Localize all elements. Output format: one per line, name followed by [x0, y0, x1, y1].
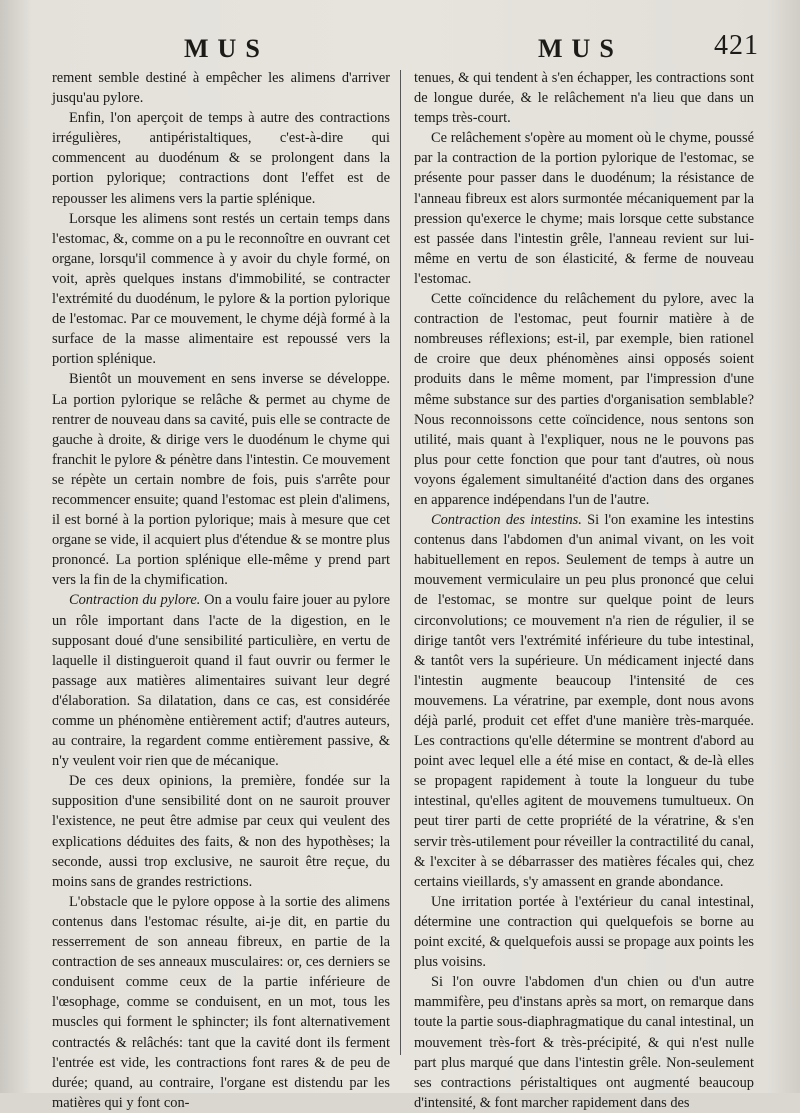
paragraph: De ces deux opinions, la première, fondée sur la supposition d'une sensibilité dont on ne sauroit prouver l'existence, ne peut être admise par ceux qui veulent des explications déduites des faits, & non des hypothèses; la seconde, aussi trop exclusive, ne sauroit être reçue, du moins sans de grandes restrictions.: [52, 773, 390, 890]
paragraph: [52, 590, 390, 771]
column-divider: [400, 70, 401, 1055]
paragraph: [414, 510, 754, 892]
running-head-right: MUS: [538, 34, 623, 63]
paragraph: tenues, & qui tendent à s'en échapper, les contractions sont de longue durée, & le relâchement n'a lieu que dans un temps très-court.: [414, 70, 754, 127]
paragraph: Une irritation portée à l'extérieur du canal intestinal, détermine une contraction qui quelquefois se borne au point excité, & quelquefois aussi se propage aux points les plus voisins.: [414, 893, 754, 971]
paragraph: Si l'on ouvre l'abdomen d'un chien ou d'un autre mammifère, peu d'instans après sa mort, on remarque dans toute la partie sous-diaphragmatique du canal intestinal, un mouvement très-fort & très-précipité, & qui n'est nulle part plus marqué que dans l'intestin grêle. Non-seulement ses contractions péristaltiques ont augmenté beaucoup d'intensité, & font marcher rapidement dans des: [414, 974, 754, 1111]
paragraph: L'obstacle que le pylore oppose à la sortie des alimens contenus dans l'estomac résulte, ai-je dit, en partie du resserrement de son anneau fibreux, en partie de la contraction de ses anneaux musculaires: or, ces derniers se conduisent comme ceux de la partie inférieure de l'œsophage, comme se conduisent, en un mot, tous les muscles qui forment le sphincter; ils font alternativement contractés & relâchés: tant que la cavité dont ils ferment l'entrée est vide, les contractions font rares & de peu de durée; quand, au contraire, l'organe est distendu par les matières qui y font con-: [52, 893, 390, 1111]
paragraph: Enfin, l'on aperçoit de temps à autre des contractions irrégulières, antipéristaltiques, c'est-à-dire qui commencent au duodénum & se prolongent dans la portion pylorique; contractions dont l'effet est de repousser les alimens vers la partie splénique.: [52, 110, 390, 207]
paragraph-text: Si l'on examine les intestins contenus dans l'abdomen d'un animal vivant, on les voit habituellement en repos. Seulement de temps à autre un mouvement vermiculaire un peu plus prononcé que celui de l'estomac, se montre sur quelque point de leurs circonvolutions; ce mouvement n'a rien de régulier, il se dirige tantôt vers l'extrémité inférieure du tube intestinal, & tantôt vers la supérieure. Un médicament injecté dans l'intestin augmente beaucoup l'intensité de ces mouvemens. La vératrine, par exemple, dont nous avons déjà parlé, produit cet effet d'une manière très-marquée. Les contractions qu'elle détermine se montrent d'abord au point avec lequel elle a été mise en contact, & de-là elles se propagent rapidement à toute la longueur du tube intestinal, qu'elles agitent de mouvemens tumultueux. On peut tirer parti de cette propriété de la vératrine, & s'en servir très-utilement pour réveiller la contractilité du canal, & l'exciter à se débarrasser des matières fécales qui, chez certains vieillards, s'y amassent en grande abondance.: [414, 512, 754, 890]
running-head-left: MUS: [184, 34, 269, 63]
paragraph: rement semble destiné à empêcher les alimens d'arriver jusqu'au pylore.: [52, 70, 390, 107]
paragraph: Bientôt un mouvement en sens inverse se développe. La portion pylorique se relâche & permet au chyme de rentrer de nouveau dans sa cavité, puis elle se contracte de gauche à droite, & dirige vers le duodénum le chyme qui franchit le pylore & pénètre dans l'intestin. Ce mouvement se répète un certain nombre de fois, puis s'arrête pour recommencer ensuite; quand l'estomac est plein d'alimens, il est borné à la portion pylorique; mais à mesure que cet organe se vide, il acquiert plus d'étendue & se montre plus prononcé. La portion splénique elle-même y prend part vers la fin de la chymification.: [52, 371, 390, 589]
paragraph: Cette coïncidence du relâchement du pylore, avec la contraction de l'estomac, peut fournir matière à de nombreuses réflexions; est-il, par exemple, bien rationel de croire que deux phénomènes ainsi opposés soient produits dans le même moment, par l'impression d'une même substance sur des parties d'organisation semblable? Nous reconnoissons cette coïncidence, nous sentons son utilité, mais quant à l'expliquer, nous ne le pouvons pas plus pour cette fonction que pour tant d'autres, où nous voyons également simultanéité d'action dans des organes en apparence indépendans l'un de l'autre.: [414, 291, 754, 508]
text-column-right: [414, 68, 754, 1113]
text-column-left: [52, 68, 390, 1113]
paragraph: Lorsque les alimens sont restés un certain temps dans l'estomac, &, comme on a pu le reconnoître en ouvrant cet organe, lorsqu'il commence à y avoir du chyle formé, on voit, après quelques instans d'immobilité, se contracter l'extrémité du duodénum, le pylore & la portion pylorique de l'estomac. Par ce mouvement, le chyme déjà formé à la surface de la masse alimentaire est repoussé vers la portion splénique.: [52, 210, 390, 368]
section-title: Contraction du pylore.: [69, 592, 201, 609]
section-title: Contraction des intestins.: [431, 512, 582, 529]
paragraph-text: On a voulu faire jouer au pylore un rôle important dans l'acte de la digestion, en le supposant doué d'une sensibilité particulière, en vertu de laquelle il distingueroit quand il faut ouvrir ou fermer le passage aux matières alimentaires suivant leur degré d'élaboration. Sa dilatation, dans ce cas, est considérée comme un phénomène entièrement actif; d'autres auteurs, au contraire, la regardent comme entièrement passive, & n'y veulent voir rien que de mécanique.: [52, 592, 390, 770]
paragraph: Ce relâchement s'opère au moment où le chyme, poussé par la contraction de la portion pylorique de l'estomac, se présente pour passer dans le duodénum; la résistance de l'anneau fibreux est alors surmontée mécaniquement par la pression qu'exerce le chyme; mais lorsque cette substance est passée dans l'intestin grêle, l'anneau revient sur lui-même en vertu de son élasticité, & ferme de nouveau l'estomac.: [414, 130, 754, 287]
page-number: 421: [714, 30, 759, 61]
